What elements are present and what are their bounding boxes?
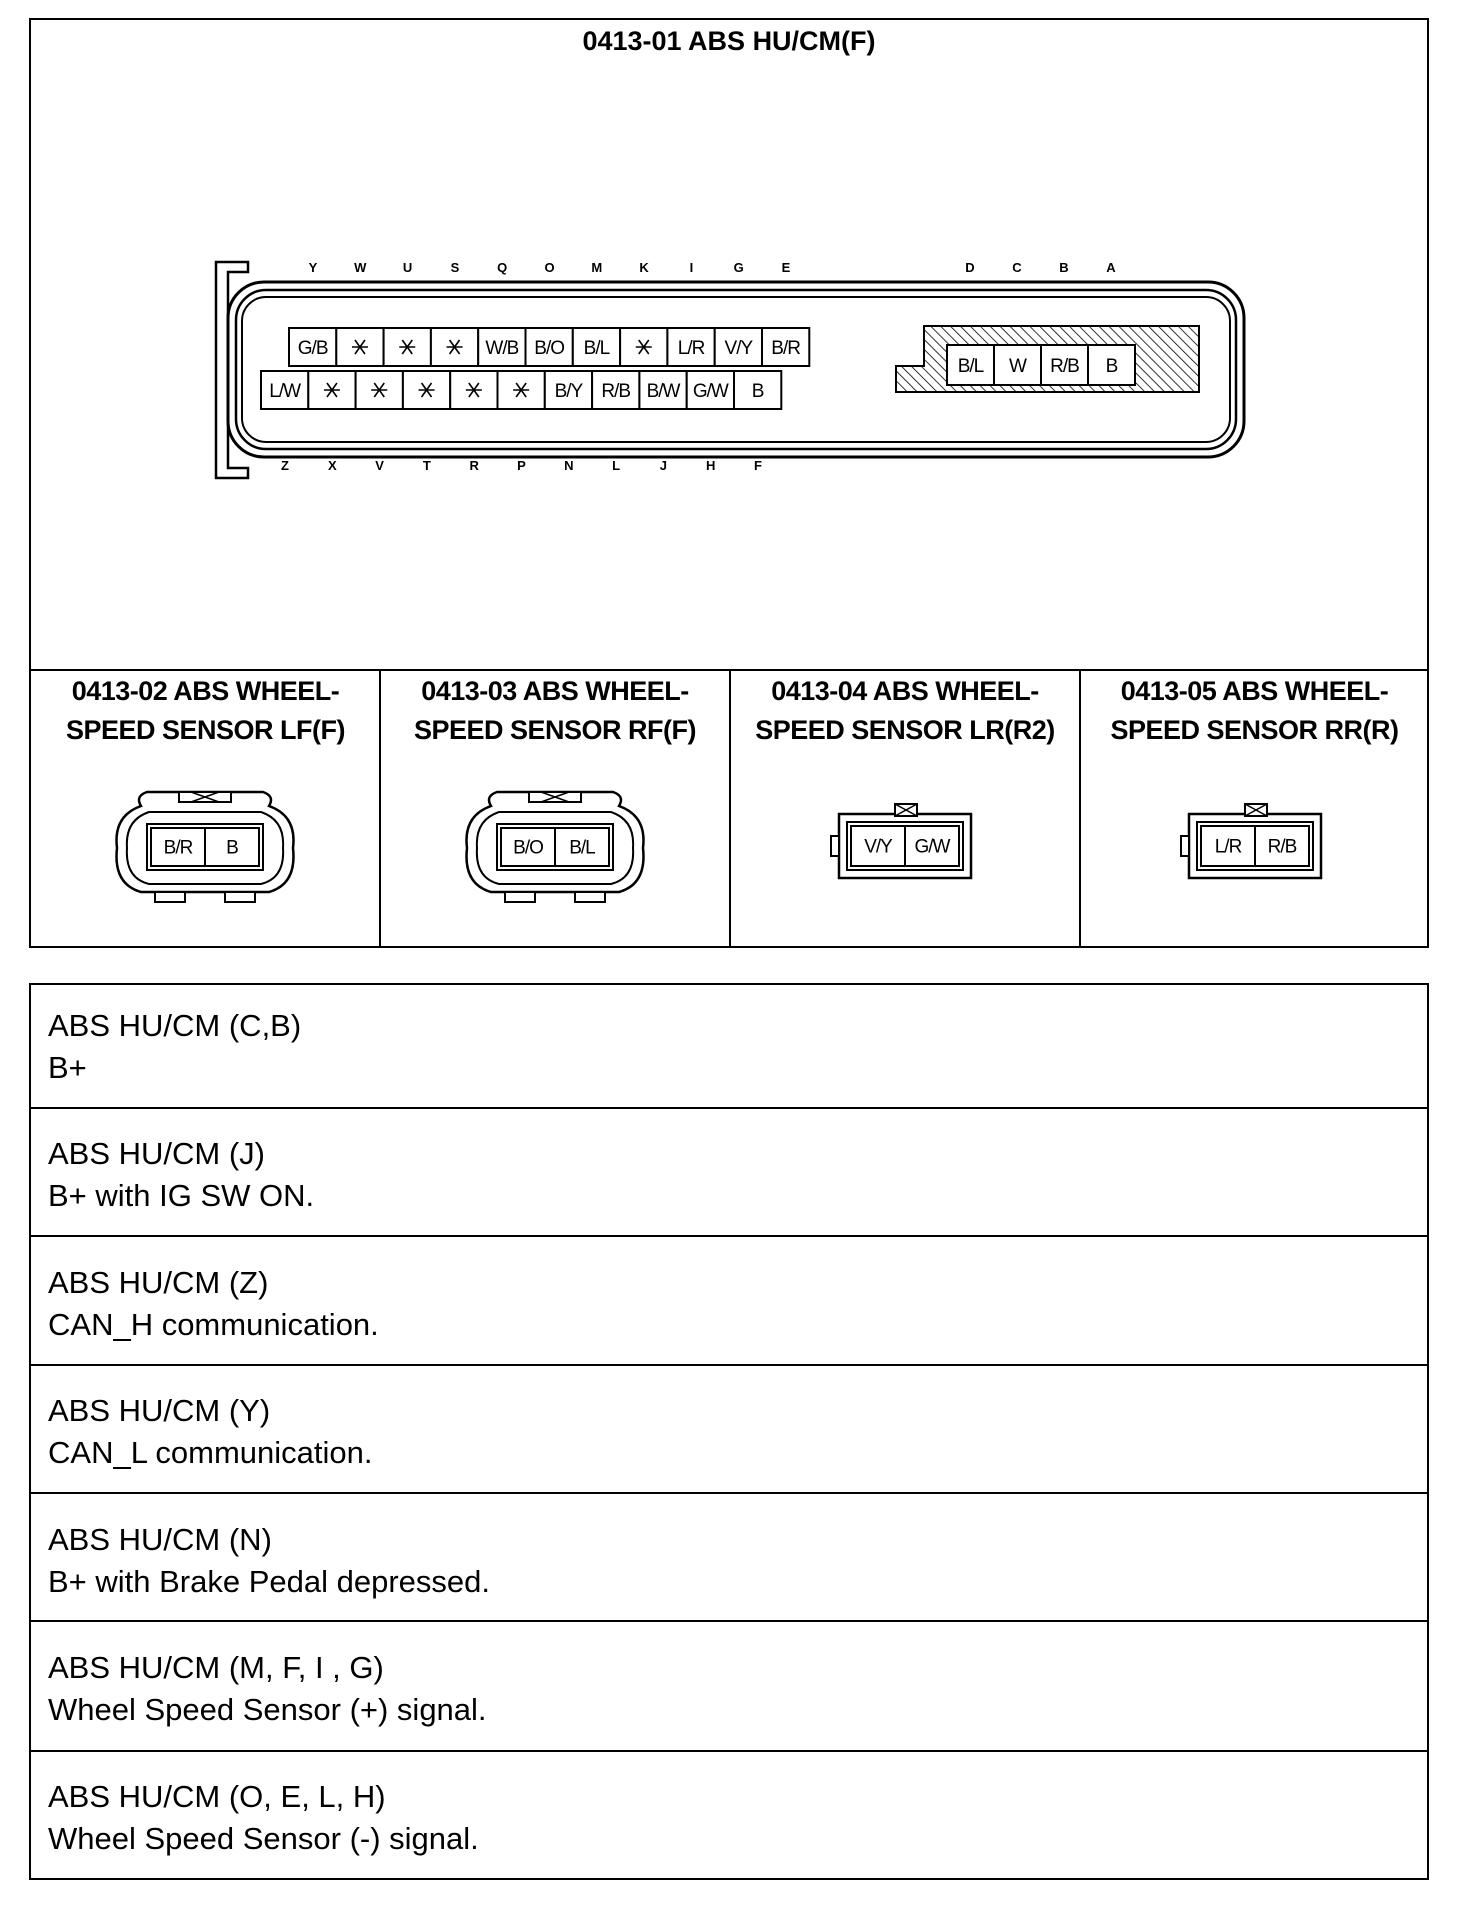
sensor-rf-title-line1: 0413-03 ABS WHEEL- [421, 676, 689, 706]
pin-wire-label: B/Y [554, 380, 583, 402]
top-pin-letters [309, 260, 1117, 275]
sensor-pin-1 [151, 828, 205, 866]
pin-wire-label: G/W [692, 380, 728, 402]
sensor-pin-2 [1255, 826, 1309, 866]
pin-wire-label: R/B [1050, 355, 1079, 377]
pin-wire-label: B [226, 837, 238, 859]
bottom-pin-row [261, 371, 781, 409]
pin-letter-w: W [354, 260, 367, 275]
info-row-heading: ABS HU/CM (Z) [48, 1265, 269, 1300]
bottom-pin-2 [356, 371, 403, 409]
pin-letter-i: I [689, 260, 694, 275]
sensor-pin-2 [205, 828, 259, 866]
pin-letter-c: C [1012, 260, 1022, 275]
bottom-pin-letters [281, 458, 762, 473]
pin-wire-label: B/L [957, 355, 984, 377]
info-row-divider [31, 1235, 1427, 1237]
sensor-rr-connector [1181, 804, 1321, 878]
info-row-divider [31, 1750, 1427, 1752]
right-pin-block [947, 345, 1135, 385]
sensor-pin-2 [555, 828, 609, 866]
sensor-pin-1 [851, 826, 905, 866]
top-pin-0 [289, 328, 336, 366]
top-pin-2 [384, 328, 431, 366]
pin-wire-label: B/O [513, 837, 543, 859]
bottom-pin-8 [639, 371, 686, 409]
bottom-pin-7 [592, 371, 639, 409]
bottom-pin-5 [498, 371, 545, 409]
pin-wire-label: L/R [1214, 836, 1242, 858]
bottom-pin-1 [308, 371, 355, 409]
pin-wire-label: B [751, 380, 764, 402]
right-pin-3 [1088, 345, 1135, 385]
pin-wire-label: L/W [269, 380, 301, 402]
sensor-foot [225, 892, 255, 902]
pin-letter-t: T [422, 458, 431, 473]
right-pin-0 [947, 345, 994, 385]
info-row-z [31, 1262, 1427, 1346]
pin-letter-p: P [517, 458, 526, 473]
pin-letter-a: A [1106, 260, 1116, 275]
info-row-description: CAN_L communication. [48, 1435, 373, 1470]
info-row-oelh [31, 1776, 1427, 1860]
pin-function-table [29, 983, 1429, 1880]
sensor-foot [155, 892, 185, 902]
pin-wire-label: B/R [771, 337, 800, 359]
pin-wire-label: G/W [914, 836, 950, 858]
pin-letter-o: O [544, 260, 555, 275]
pin-wire-label: R/B [601, 380, 631, 402]
pin-letter-x: X [327, 458, 337, 473]
sensor-pin-1 [501, 828, 555, 866]
info-row-y [31, 1390, 1427, 1474]
right-pin-1 [994, 345, 1041, 385]
sensor-pin-2 [905, 826, 959, 866]
top-pin-row [289, 328, 809, 366]
top-pin-9 [715, 328, 762, 366]
pin-letter-u: U [402, 260, 413, 275]
pin-letter-h: H [706, 458, 716, 473]
info-row-heading: ABS HU/CM (J) [48, 1136, 265, 1171]
top-pin-10 [762, 328, 809, 366]
top-pin-7 [620, 328, 667, 366]
sensor-tab [831, 836, 839, 856]
info-row-divider [31, 1107, 1427, 1109]
right-pin-2 [1041, 345, 1088, 385]
sensor-lf-connector [117, 792, 294, 902]
pin-wire-label: B/W [646, 380, 680, 402]
pin-letter-y: Y [308, 260, 318, 275]
pin-letter-k: K [639, 260, 649, 275]
pin-wire-label: B/L [583, 337, 610, 359]
pin-letter-j: J [659, 458, 668, 473]
top-pin-5 [526, 328, 573, 366]
pin-letter-v: V [375, 458, 384, 473]
info-row-heading: ABS HU/CM (O, E, L, H) [48, 1779, 386, 1814]
info-row-divider [31, 1492, 1427, 1494]
pin-wire-label: L/R [677, 337, 705, 359]
info-row-mfig [31, 1647, 1427, 1731]
pin-wire-label: R/B [1267, 836, 1297, 858]
top-pin-8 [667, 328, 714, 366]
info-row-n [31, 1519, 1427, 1603]
pin-wire-label: V/Y [864, 836, 892, 858]
sensor-lr-title-line1: 0413-04 ABS WHEEL- [771, 676, 1039, 706]
info-row-description: B+ [48, 1050, 87, 1085]
pin-wire-label: B/R [163, 837, 193, 859]
pin-wire-label: W [1009, 355, 1026, 377]
pin-letter-b: B [1059, 260, 1069, 275]
pin-wire-label: G/B [297, 337, 328, 359]
pin-letter-f: F [754, 458, 762, 473]
info-row-description: B+ with Brake Pedal depressed. [48, 1564, 491, 1599]
bottom-pin-4 [450, 371, 497, 409]
sensor-rf-connector [467, 792, 644, 902]
bottom-pin-6 [545, 371, 592, 409]
pin-letter-g: G [733, 260, 744, 275]
pin-letter-n: N [564, 458, 574, 473]
pin-letter-r: R [469, 458, 479, 473]
info-row-description: Wheel Speed Sensor (-) signal. [48, 1821, 479, 1856]
sensor-lr-connector [831, 804, 971, 878]
sensor-rr-title-line1: 0413-05 ABS WHEEL- [1120, 676, 1389, 706]
sensor-lr-title-line2: SPEED SENSOR LR(R2) [755, 715, 1055, 745]
top-pin-3 [431, 328, 478, 366]
info-row-heading: ABS HU/CM (N) [48, 1522, 272, 1557]
bottom-pin-0 [261, 371, 308, 409]
pin-wire-label: V/Y [724, 337, 753, 359]
pin-letter-m: M [591, 260, 603, 275]
pin-wire-label: W/B [485, 337, 519, 359]
bottom-pin-9 [687, 371, 734, 409]
sensor-lf-title-line2: SPEED SENSOR LF(F) [65, 715, 346, 745]
pin-letter-q: Q [497, 260, 508, 275]
info-row-divider [31, 1364, 1427, 1366]
top-pin-6 [573, 328, 620, 366]
bottom-pin-3 [403, 371, 450, 409]
info-row-description: CAN_H communication. [48, 1307, 379, 1342]
info-row-cb [31, 1005, 1427, 1089]
info-row-description: B+ with IG SW ON. [48, 1178, 315, 1213]
pin-wire-label: B/L [569, 837, 595, 859]
sensor-rf-title-line2: SPEED SENSOR RF(F) [413, 715, 697, 745]
bottom-pin-10 [734, 371, 781, 409]
info-row-heading: ABS HU/CM (M, F, I , G) [48, 1650, 384, 1685]
sensor-foot [575, 892, 605, 902]
pin-letter-d: D [965, 260, 975, 275]
sensor-lf-title-line1: 0413-02 ABS WHEEL- [71, 676, 340, 706]
sensor-foot [505, 892, 535, 902]
top-pin-4 [478, 328, 525, 366]
pin-letter-l: L [612, 458, 621, 473]
pin-wire-label: B [1105, 355, 1118, 377]
pin-letter-z: Z [281, 458, 289, 473]
info-row-heading: ABS HU/CM (C,B) [48, 1008, 302, 1043]
top-pin-1 [336, 328, 383, 366]
pin-letter-e: E [781, 260, 791, 275]
sensor-pin-1 [1201, 826, 1255, 866]
main-connector [216, 260, 1244, 478]
pin-wire-label: B/O [534, 337, 565, 359]
info-row-description: Wheel Speed Sensor (+) signal. [48, 1692, 487, 1727]
info-row-divider [31, 1620, 1427, 1622]
main-connector-title: 0413-01 ABS HU/CM(F) [582, 26, 876, 56]
pin-letter-s: S [450, 260, 460, 275]
sensor-tab [1181, 836, 1189, 856]
info-row-heading: ABS HU/CM (Y) [48, 1393, 271, 1428]
sensor-rr-title-line2: SPEED SENSOR RR(R) [1110, 715, 1399, 745]
info-row-j [31, 1133, 1427, 1217]
